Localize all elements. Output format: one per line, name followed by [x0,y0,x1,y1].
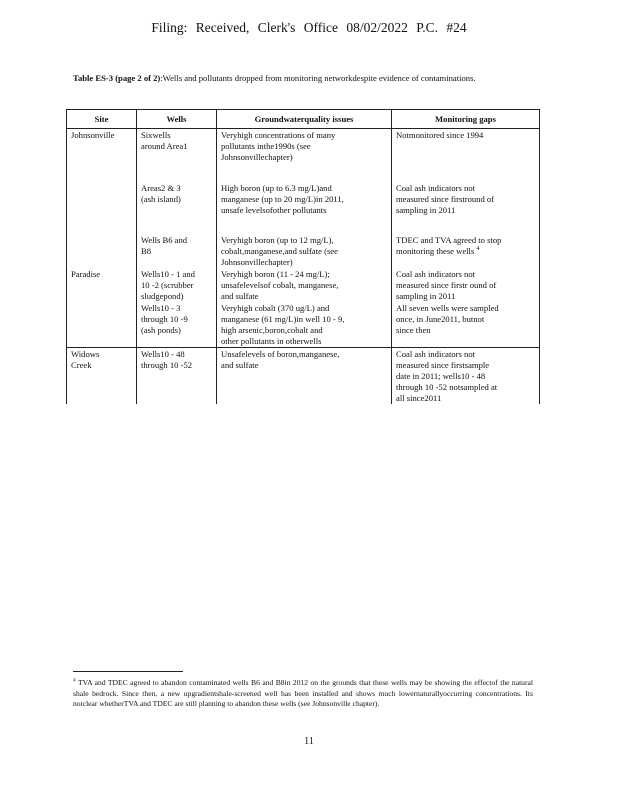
cell-issues [217,182,392,216]
gaps-text: TDEC and TVA agreed to stop monitoring these wells [396,235,502,256]
cell-issues [217,302,392,348]
wells-table [66,109,540,404]
site-name: Widows Creek [71,349,100,370]
cell-gaps [392,182,540,216]
table-caption-text: :Wells and pollutants dropped from monitoring networkdespite evidence of contaminations. [160,73,476,83]
table-row [67,182,540,216]
table-row [67,234,540,268]
cell-site [67,234,137,268]
cell-gaps [392,268,540,302]
header-issues: Groundwaterquality issues [217,110,392,129]
table-row [67,302,540,348]
issues-text: Veryhigh boron (up to 12 mg/L), cobalt,manganese,and sulfate (see Johnsonvillechapter) [221,235,338,267]
gaps-text: Coal ash indicators not measured since firstr ound of sampling in 2011 [396,269,497,301]
table-row [67,268,540,302]
cell-issues [217,129,392,164]
table-row [67,129,540,164]
table-header-row [67,110,540,129]
header-wells: Wells [137,110,217,129]
site-name: Johnsonville [71,130,115,140]
wells-text: Wells10 - 48 through 10 -52 [141,349,193,370]
cell-gaps [392,348,540,405]
issues-text: Veryhigh boron (11 - 24 mg/L); unsafelevelsof cobalt, manganese, and sulfate [221,269,339,301]
header-gaps: Monitoring gaps [392,110,540,129]
cell-site [67,348,137,405]
issues-text: High boron (up to 6.3 mg/L)and manganese (up to 20 mg/L)in 2011, unsafe levelsofother pollutants [221,183,344,215]
footnote-number: 4 [73,677,76,684]
cell-wells [137,182,217,216]
cell-wells [137,302,217,348]
footnote [73,678,533,710]
issues-text: Veryhigh cobalt (370 ug/L) and manganese (61 mg/L)in well 10 - 9, high arsenic,boron,cobalt and other pollutants in otherwells [221,303,345,346]
cell-gaps [392,129,540,164]
issues-text: Veryhigh concentrations of many pollutants inthe1990s (see Johnsonvillechapter) [221,130,336,162]
cell-wells [137,234,217,268]
table-caption [73,73,533,84]
cell-wells [137,268,217,302]
page-number: 11 [304,736,314,747]
wells-text: Wells B6 and B8 [141,235,188,256]
filing-header: Filing: Received, Clerk's Office 08/02/2022 P.C. #24 [151,20,467,35]
gaps-text: Notmonitored since 1994 [396,130,484,140]
gaps-text: Coal ash indicators not measured since firstsample date in 2011; wells10 - 48 through 10 -52 notsampled at all since2011 [396,349,498,403]
footnote-divider [73,671,183,672]
cell-gaps [392,302,540,348]
cell-wells [137,348,217,405]
table-caption-label: Table ES-3 (page 2 of 2) [73,73,161,83]
cell-issues [217,348,392,405]
header-site: Site [67,110,137,129]
cell-wells [137,129,217,164]
issues-text: Unsafelevels of boron,manganese, and sulfate [221,349,340,370]
table-row [67,348,540,405]
cell-gaps [392,234,540,268]
wells-text: Sixwells around Area1 [141,130,188,151]
gaps-text: All seven wells were sampled once, in June2011, butnot since then [396,303,499,335]
cell-site [67,182,137,216]
wells-text: Areas2 & 3 (ash island) [141,183,181,204]
gaps-text: Coal ash indicators not measured since firstround of sampling in 2011 [396,183,495,215]
site-name: Paradise [71,269,101,279]
cell-site [67,129,137,164]
wells-text: Wells10 - 1 and 10 -2 (scrubber sludgepond) [141,269,195,301]
wells-text: Wells10 - 3 through 10 -9 (ash ponds) [141,303,188,335]
cell-site [67,302,137,348]
footnote-text: TVA and TDEC agreed to abandon contaminated wells B6 and B8in 2012 on the grounds that these wells may be showing the effectof the natural shale bedrock. Since then, a new upgradientshale-screened well has been installed and shows much lowernaturallyoccurring concentrations. Its notclear whetherTVA and TDEC are still planning to abandon these wells (see Johnsonville chapter). [73,678,533,708]
footnote-marker: 4 [476,246,480,253]
cell-site [67,268,137,302]
cell-issues [217,234,392,268]
cell-issues [217,268,392,302]
